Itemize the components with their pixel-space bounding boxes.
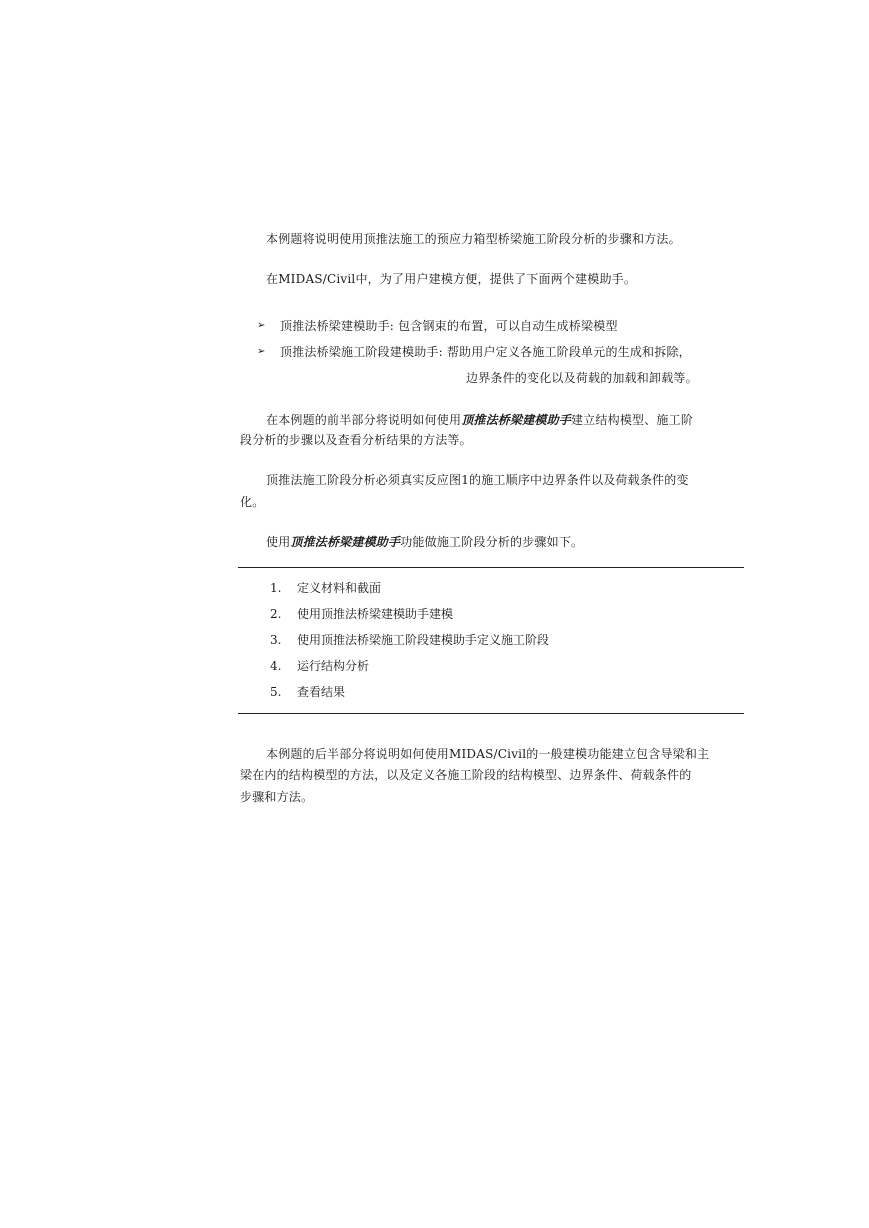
- step-number: 5.: [270, 685, 282, 699]
- step-number: 4.: [270, 659, 282, 673]
- helper-item-bridge-model: 顶推法桥梁建模助手: 包含钢束的布置，可以自动生成桥梁模型: [280, 319, 618, 333]
- emphasis-helper-name: 顶推法桥梁建模助手: [290, 535, 401, 549]
- step-number: 3.: [270, 633, 282, 647]
- helper-item-continuation: 边界条件的变化以及荷载的加载和卸载等。: [466, 371, 698, 385]
- step-text: 使用顶推法桥梁施工阶段建模助手定义施工阶段: [297, 633, 550, 647]
- emphasis-helper-name: 顶推法桥梁建模助手: [461, 413, 572, 427]
- arrow-bullet-icon: ➢: [257, 320, 266, 331]
- step-number: 2.: [270, 607, 282, 621]
- helper-item-construction-stage: 顶推法桥梁施工阶段建模助手: 帮助用户定义各施工阶段单元的生成和拆除，: [280, 345, 691, 359]
- second-half-paragraph-line1: 本例题的后半部分将说明如何使用MIDAS/Civil的一般建模功能建立包含导梁和主: [266, 747, 710, 761]
- step-text: 运行结构分析: [297, 659, 370, 673]
- second-half-paragraph-line2: 梁在内的结构模型的方法，以及定义各施工阶段的结构模型、边界条件、荷载条件的: [240, 768, 692, 782]
- intro-paragraph: 本例题将说明使用顶推法施工的预应力箱型桥梁施工阶段分析的步骤和方法。: [266, 232, 681, 246]
- step-text: 使用顶推法桥梁建模助手建模: [297, 607, 454, 621]
- sequence-paragraph-line2: 化。: [240, 495, 265, 509]
- arrow-bullet-icon: ➢: [257, 346, 266, 357]
- first-half-paragraph-line1: 在本例题的前半部分将说明如何使用顶推法桥梁建模助手建立结构模型、施工阶: [266, 413, 694, 427]
- step-text: 查看结果: [297, 685, 346, 699]
- steps-top-rule: [238, 567, 744, 568]
- steps-bottom-rule: [238, 713, 744, 714]
- helpers-intro-paragraph: 在MIDAS/Civil中，为了用户建模方便，提供了下面两个建模助手。: [266, 272, 637, 286]
- step-number: 1.: [270, 581, 282, 595]
- step-text: 定义材料和截面: [297, 581, 382, 595]
- second-half-paragraph-line3: 步骤和方法。: [240, 790, 314, 804]
- sequence-paragraph-line1: 顶推法施工阶段分析必须真实反应图1的施工顺序中边界条件以及荷载条件的变: [266, 473, 689, 487]
- first-half-paragraph-line2: 段分析的步骤以及查看分析结果的方法等。: [240, 433, 472, 447]
- steps-intro-paragraph: 使用顶推法桥梁建模助手功能做施工阶段分析的步骤如下。: [266, 535, 584, 549]
